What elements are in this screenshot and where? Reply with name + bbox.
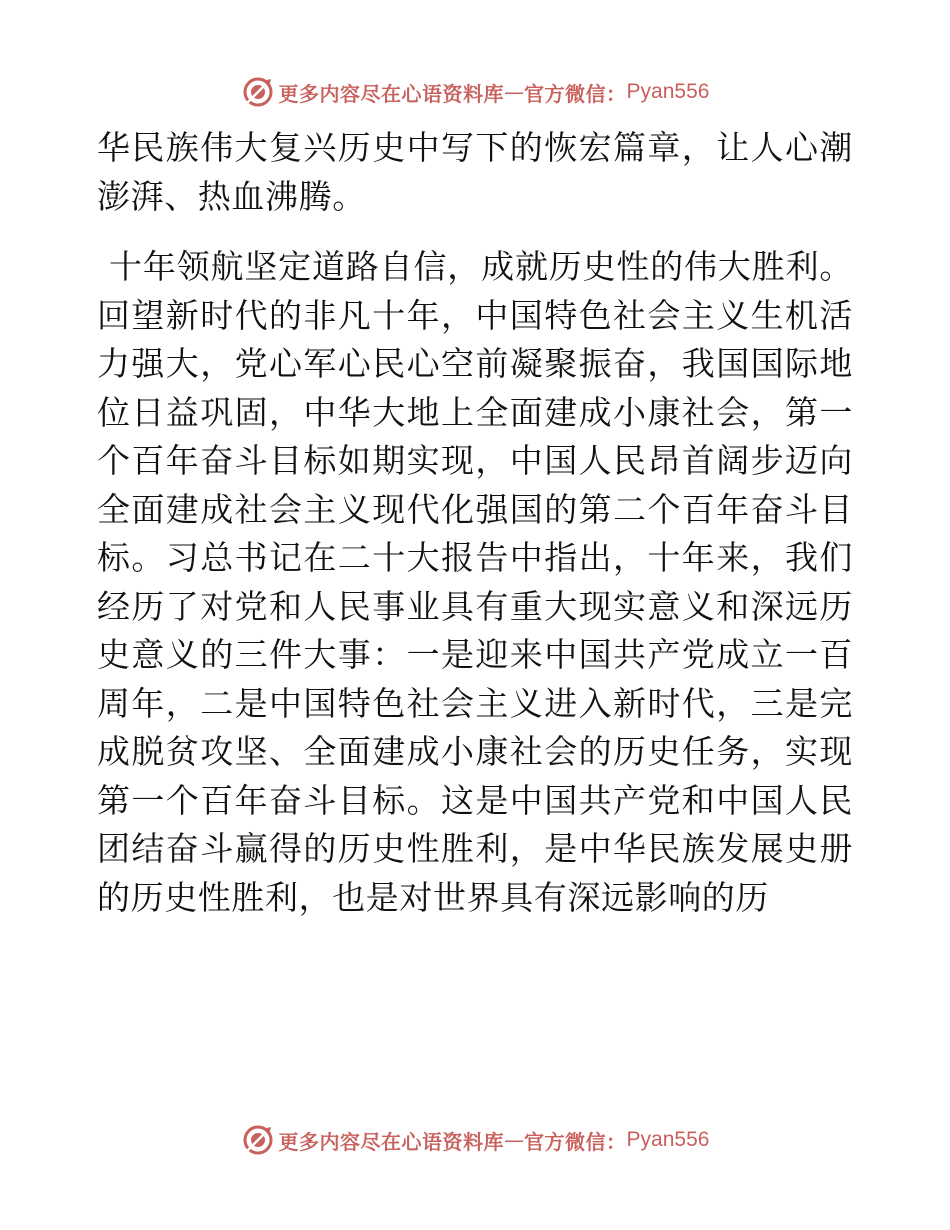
footer-banner bbox=[0, 1120, 950, 1160]
paragraph-1: 华民族伟大复兴历史中写下的恢宏篇章，让人心潮澎湃、热血沸腾。 bbox=[97, 128, 853, 216]
pen-nib-logo-icon bbox=[241, 1123, 275, 1157]
banner-slogan: 更多内容尽在心语资料库 bbox=[278, 81, 505, 106]
pen-nib-logo-icon bbox=[241, 75, 275, 109]
document-body bbox=[97, 124, 853, 922]
banner-wechat-label: 官方微信： bbox=[524, 81, 627, 106]
header-banner bbox=[0, 72, 950, 112]
paragraph-2: 十年领航坚定道路自信，成就历史性的伟大胜利。回望新时代的非凡十年，中国特色社会主义生机活力强大，党心军心民心空前凝聚振奋，我国国际地位日益巩固，中华大地上全面建成小康社会，第一个百年奋斗目标如期实现，中国人民昂首阔步迈向全面建成社会主义现代化强国的第二个百年奋斗目标。习总书记在二十大报告中指出，十年来，我们经历了对党和人民事业具有重大现实意义和深远历史意义的三件大事：一是迎来中国共产党成立一百周年，二是中国特色社会主义进入新时代，三是完成脱贫攻坚、全面建成小康社会的历史任务，实现第一个百年奋斗目标。这是中国共产党和中国人民团结奋斗赢得的历史性胜利，是中华民族发展史册的历史性胜利，也是对世界具有深远影响的历 bbox=[97, 247, 853, 917]
banner-separator: — bbox=[504, 80, 525, 104]
banner-wechat-label: 官方微信： bbox=[524, 1129, 627, 1154]
banner-slogan: 更多内容尽在心语资料库 bbox=[278, 1129, 505, 1154]
banner-wechat-id: Pyan556 bbox=[626, 1128, 710, 1151]
banner-wechat-id: Pyan556 bbox=[626, 80, 710, 103]
banner-separator: — bbox=[504, 1128, 525, 1152]
